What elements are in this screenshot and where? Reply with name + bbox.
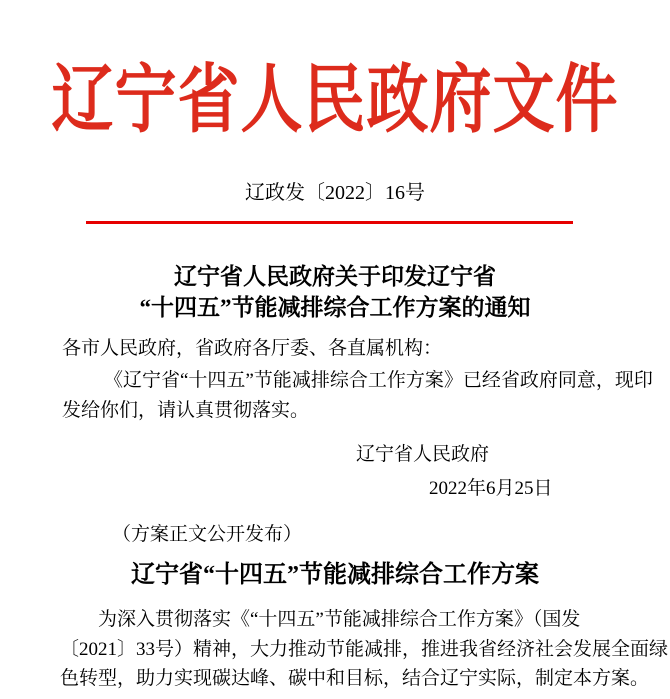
plan-paragraph-line-2: 〔2021〕33号）精神，大力推动节能减排，推进我省经济社会发展全面绿 (60, 638, 669, 660)
release-note: （方案正文公开发布） (112, 524, 303, 545)
notice-body-line-1: 《辽宁省“十四五”节能减排综合工作方案》已经省政府同意，现印 (104, 370, 653, 391)
plan-opening-paragraph (60, 605, 669, 694)
red-divider-line (86, 221, 573, 224)
notice-title-line-1: 辽宁省人民政府关于印发辽宁省 (174, 264, 496, 289)
salutation: 各市人民政府，省政府各厅委、各直属机构： (62, 338, 443, 359)
document-number: 辽政发〔2022〕16号 (245, 182, 425, 204)
notice-body-line-2: 发给你们，请认真贯彻落实。 (62, 399, 310, 421)
notice-body-paragraph (62, 366, 653, 425)
masthead-title: 辽宁省人民政府文件 (51, 60, 619, 142)
signer-name: 辽宁省人民政府 (356, 444, 490, 465)
plan-paragraph-line-1: 为深入贯彻落实《“十四五”节能减排综合工作方案》（国发 (98, 609, 581, 630)
notice-title-line-2: “十四五”节能减排综合工作方案的通知 (139, 295, 531, 320)
notice-title (0, 261, 670, 323)
sign-date: 2022年6月25日 (429, 478, 553, 499)
plan-heading: 辽宁省“十四五”节能减排综合工作方案 (131, 562, 539, 588)
plan-paragraph-line-3: 色转型，助力实现碳达峰、碳中和目标，结合辽宁实际，制定本方案。 (60, 668, 650, 689)
